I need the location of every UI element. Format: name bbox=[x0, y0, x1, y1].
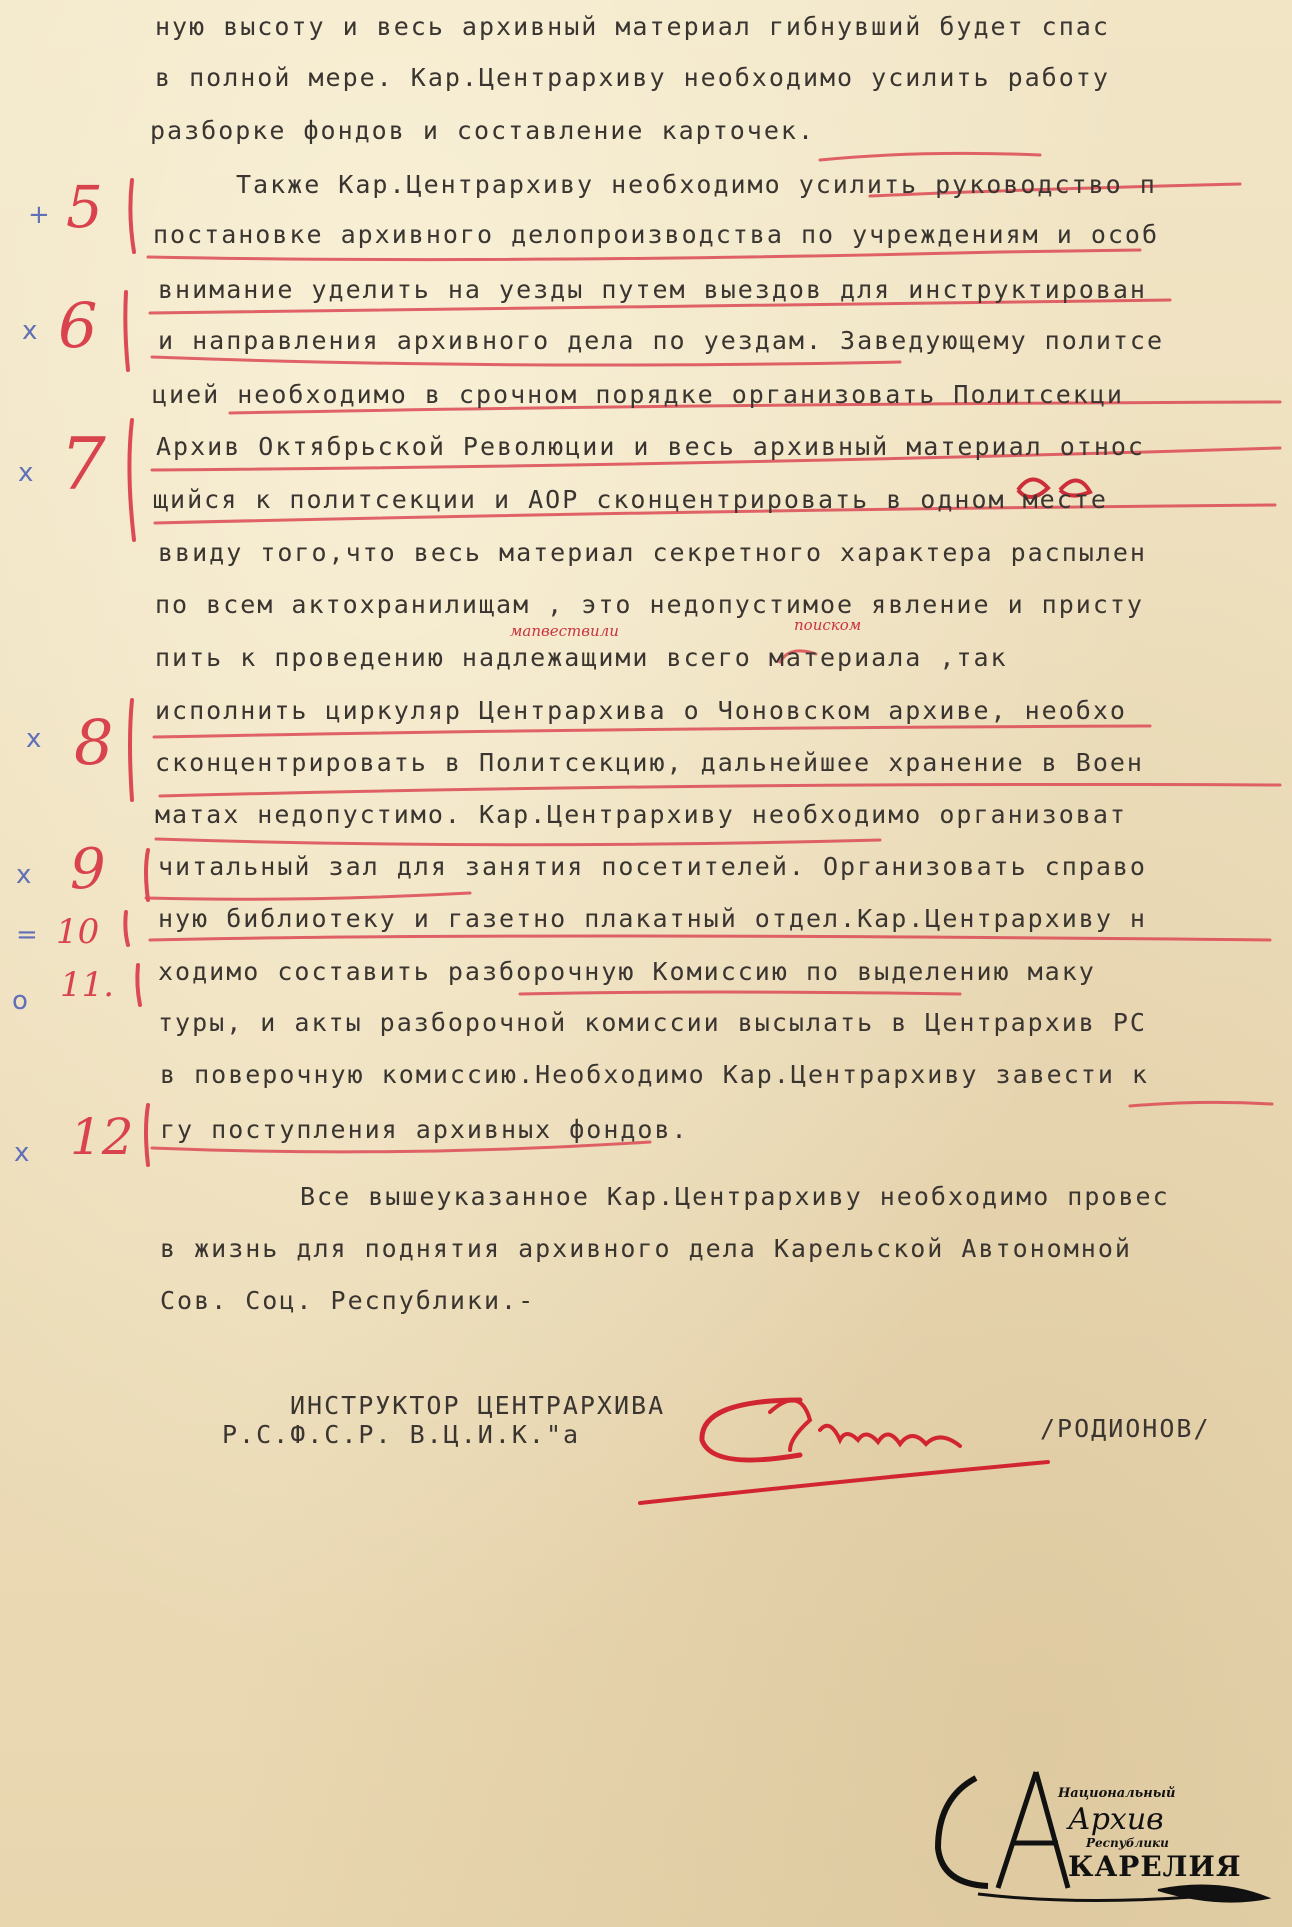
text-line-18: ную библиотеку и газетно плакатный отдел.Кар.Центрархиву н bbox=[158, 904, 1147, 933]
margin-mark-4: x bbox=[16, 860, 32, 890]
margin-number-7: 7 bbox=[60, 422, 106, 506]
margin-mark-1: + bbox=[28, 200, 50, 230]
margin-number-5: 5 bbox=[66, 173, 103, 241]
text-line-13: пить к проведению надлежащими всего материала ,так bbox=[155, 643, 1008, 672]
handwritten-insert-1: мапвествили bbox=[510, 622, 619, 640]
text-line-12: по всем актохранилищам , это недопустимое явление и присту bbox=[155, 590, 1144, 619]
margin-mark-6: = bbox=[16, 920, 38, 950]
signature-title-2: Р.С.Ф.С.Р. В.Ц.И.К."а bbox=[222, 1420, 581, 1449]
text-line-7: и направления архивного дела по уездам. Заведующему политсе bbox=[158, 326, 1165, 355]
signature-name: /РОДИОНОВ/ bbox=[1040, 1414, 1211, 1443]
text-line-9: Архив Октябрьской Революции и весь архивный материал относ bbox=[156, 432, 1145, 461]
text-line-23: Все вышеуказанное Кар.Центрархиву необходимо провес bbox=[300, 1182, 1170, 1211]
text-line-22: гу поступления архивных фондов. bbox=[160, 1115, 689, 1144]
text-line-8: цией необходимо в срочном порядке организовать Политсекци bbox=[152, 380, 1124, 409]
archive-stamp-logo bbox=[918, 1758, 1278, 1918]
text-line-6: внимание уделить на уезды путем выездов для инструктирован bbox=[158, 275, 1147, 304]
text-line-1: ную высоту и весь архивный материал гибнувший будет спас bbox=[155, 12, 1110, 41]
stamp-word-sub: Республики bbox=[1086, 1836, 1169, 1850]
margin-number-11: 11. bbox=[60, 965, 115, 1005]
margin-number-10: 10 bbox=[56, 912, 100, 952]
text-line-24: в жизнь для поднятия архивного дела Карельской Автономной bbox=[160, 1234, 1132, 1263]
margin-mark-3: x bbox=[18, 458, 34, 488]
text-line-25: Сов. Соц. Республики.- bbox=[160, 1286, 536, 1315]
signature-title-1: ИНСТРУКТОР ЦЕНТРАРХИВА bbox=[290, 1391, 666, 1420]
margin-number-8: 8 bbox=[74, 706, 114, 779]
margin-number-12: 12 bbox=[70, 1108, 134, 1166]
text-line-4: Также Кар.Центрархиву необходимо усилить руководство п bbox=[236, 170, 1157, 199]
stamp-word-bottom: КАРЕЛИЯ bbox=[1068, 1850, 1242, 1883]
text-line-19: ходимо составить разборочную Комиссию по выделению маку bbox=[158, 957, 1096, 986]
text-line-20: туры, и акты разборочной комиссии высылать в Центрархив РС bbox=[158, 1008, 1147, 1037]
stamp-word-top: Национальный bbox=[1058, 1786, 1176, 1801]
handwritten-insert-2: поиском bbox=[794, 616, 862, 634]
text-line-10: щийся к политсекции и АОР сконцентрировать в одном месте bbox=[153, 485, 1108, 514]
margin-mark-8: x bbox=[26, 724, 42, 754]
margin-mark-7: o bbox=[12, 986, 28, 1016]
stamp-word-middle: Архив bbox=[1068, 1802, 1164, 1837]
margin-mark-2: x bbox=[22, 316, 38, 346]
text-line-16: матах недопустимо. Кар.Центрархиву необходимо организоват bbox=[155, 800, 1127, 829]
text-line-11: ввиду того,что весь материал секретного характера распылен bbox=[158, 538, 1147, 567]
text-line-21: в поверочную комиссию.Необходимо Кар.Центрархиву завести к bbox=[160, 1060, 1149, 1089]
text-line-17: читальный зал для занятия посетителей. Организовать справо bbox=[158, 852, 1147, 881]
text-line-15: сконцентрировать в Политсекцию, дальнейшее хранение в Воен bbox=[155, 748, 1144, 777]
text-line-5: постановке архивного делопроизводства по учреждениям и особ bbox=[153, 220, 1160, 249]
margin-number-6: 6 bbox=[58, 289, 98, 362]
margin-mark-5: x bbox=[14, 1138, 30, 1168]
text-line-3: разборке фондов и составление карточек. bbox=[150, 116, 815, 145]
margin-number-9: 9 bbox=[70, 837, 106, 902]
text-line-2: в полной мере. Кар.Центрархиву необходимо усилить работу bbox=[155, 63, 1110, 92]
text-line-14: исполнить циркуляр Центрархива о Чоновском архиве, необхо bbox=[155, 696, 1127, 725]
